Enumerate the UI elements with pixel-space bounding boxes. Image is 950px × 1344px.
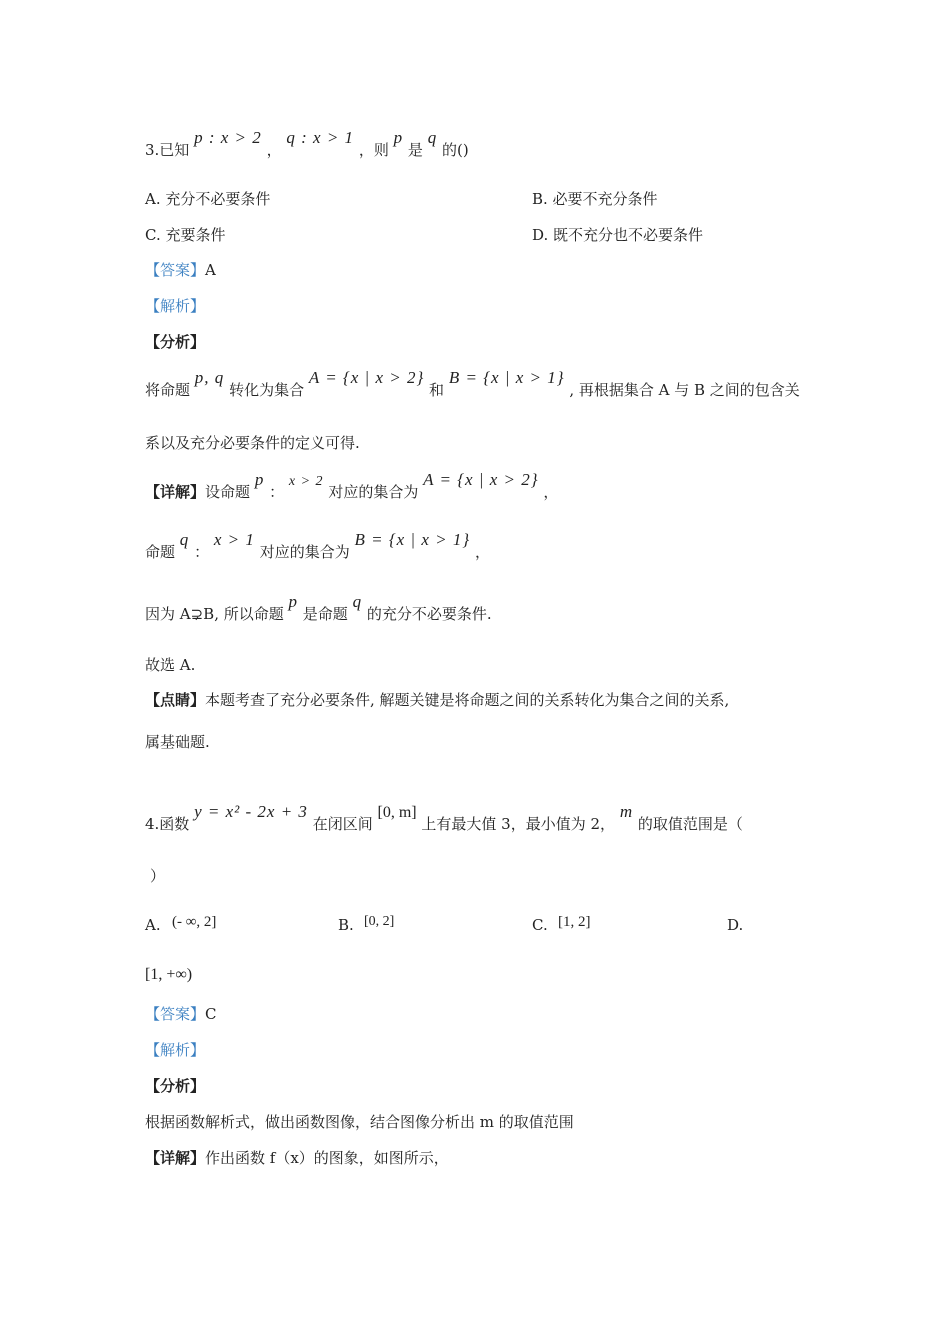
q4-interval: [0, m] — [377, 804, 417, 821]
q3-dianjing-line1 — [145, 690, 729, 710]
q4-stem — [145, 802, 743, 835]
q3-detail-line4: 故选 A. — [145, 656, 196, 674]
q4-detail-line1 — [145, 1148, 449, 1168]
q3-fenxi-tag: 【分析】 — [145, 333, 206, 351]
q3-option-d: D. 既不充分也不必要条件 — [532, 226, 704, 244]
q4-stem-prefix: 4.函数 — [145, 815, 190, 833]
q4-answer: C — [205, 1005, 217, 1023]
text-span: 上有最大值 3，最小值为 2， — [421, 815, 616, 833]
text-span: 作出函数 f（x）的图象，如图所示， — [205, 1149, 449, 1167]
q4-fenxi-tag: 【分析】 — [145, 1077, 206, 1095]
q4-option-c-label: C. — [532, 916, 548, 934]
text-span: 是命题 — [302, 605, 348, 623]
text-span: 转化为集合 — [229, 381, 305, 399]
math-m: m — [619, 802, 634, 821]
math-p: p — [288, 592, 299, 611]
q3-option-c: C. 充要条件 — [145, 226, 226, 244]
q3-jiexi-tag: 【解析】 — [145, 297, 206, 315]
q3-q: q — [427, 128, 438, 147]
math-set-b: B = {x | x > 1} — [448, 368, 565, 387]
detail-tag: 【详解】 — [145, 1149, 206, 1167]
text-span: ： — [194, 543, 210, 561]
text-span: 将命题 — [145, 381, 191, 399]
math-set-a: A = {x | x > 2} — [423, 470, 539, 489]
text-span: , 再根据集合 A 与 B 之间的包含关 — [569, 381, 800, 399]
q3-p-expr: p : x > 2 — [194, 128, 262, 147]
answer-tag: 【答案】 — [145, 1005, 206, 1023]
math-pq: p, q — [194, 368, 225, 387]
text-span: 和 — [429, 381, 445, 399]
text-span: 的取值范围是（ — [637, 815, 743, 833]
math-q: q — [179, 530, 190, 549]
text-span: 因为 A⊋B, 所以命题 — [145, 605, 284, 623]
q4-option-d-label: D. — [727, 916, 744, 934]
text-span: ， — [543, 483, 559, 501]
detail-tag: 【详解】 — [145, 483, 206, 501]
q3-comma: ， — [266, 141, 282, 159]
text-span: 设命题 — [205, 483, 251, 501]
text-span: ： — [269, 483, 285, 501]
q4-option-d: [1, +∞) — [145, 966, 193, 983]
q4-stem-close: ） — [150, 867, 166, 885]
math-set-a: A = {x | x > 2} — [308, 368, 425, 387]
q3-option-b: B. 必要不充分条件 — [532, 190, 658, 208]
text-span: 对应的集合为 — [328, 483, 419, 501]
text-span: 命题 — [145, 543, 176, 561]
q3-option-a: A. 充分不必要条件 — [145, 190, 271, 208]
math-p: p — [254, 470, 265, 489]
q3-p: p — [393, 128, 404, 147]
q4-option-a: (- ∞, 2] — [172, 914, 217, 930]
q3-dianjing-line2: 属基础题. — [145, 733, 210, 751]
q3-detail-line3 — [145, 592, 492, 624]
text-span: 的充分不必要条件. — [366, 605, 492, 623]
q3-detail-line2 — [145, 530, 490, 562]
q3-answer-line — [145, 260, 216, 280]
q3-stem-prefix: 3.已知 — [145, 141, 190, 159]
q3-then: ，则 — [358, 141, 389, 159]
math-x2: x > 2 — [288, 474, 324, 489]
math-set-b: B = {x | x > 1} — [354, 530, 471, 549]
q4-option-c: [1, 2] — [558, 914, 591, 930]
q4-answer-line — [145, 1004, 217, 1024]
q3-is: 是 — [407, 141, 423, 159]
q3-answer: A — [205, 261, 216, 279]
q3-suffix: 的() — [441, 141, 469, 159]
math-q: q — [352, 592, 363, 611]
dianjing-tag: 【点睛】 — [145, 691, 206, 709]
q3-fenxi-line2: 系以及充分必要条件的定义可得. — [145, 434, 360, 452]
text-span: 本题考查了充分必要条件, 解题关键是将命题之间的关系转化为集合之间的关系, — [205, 691, 730, 709]
q4-option-a-label: A. — [145, 916, 161, 934]
q3-stem — [145, 128, 469, 160]
q3-q-expr: q : x > 1 — [286, 128, 355, 147]
q4-option-b: [0, 2] — [364, 914, 395, 929]
q4-fenxi-line1: 根据函数解析式，做出函数图像，结合图像分析出 m 的取值范围 — [145, 1113, 574, 1131]
q4-function: y = x² - 2x + 3 — [194, 802, 308, 821]
q3-fenxi-line1 — [145, 368, 800, 400]
q4-option-b-label: B. — [338, 916, 354, 934]
q4-jiexi-tag: 【解析】 — [145, 1041, 206, 1059]
answer-tag: 【答案】 — [145, 261, 206, 279]
text-span: 在闭区间 — [312, 815, 373, 833]
text-span: 对应的集合为 — [259, 543, 350, 561]
q3-detail-line1 — [145, 470, 559, 504]
math-x1: x > 1 — [213, 530, 255, 549]
text-span: ， — [474, 543, 490, 561]
